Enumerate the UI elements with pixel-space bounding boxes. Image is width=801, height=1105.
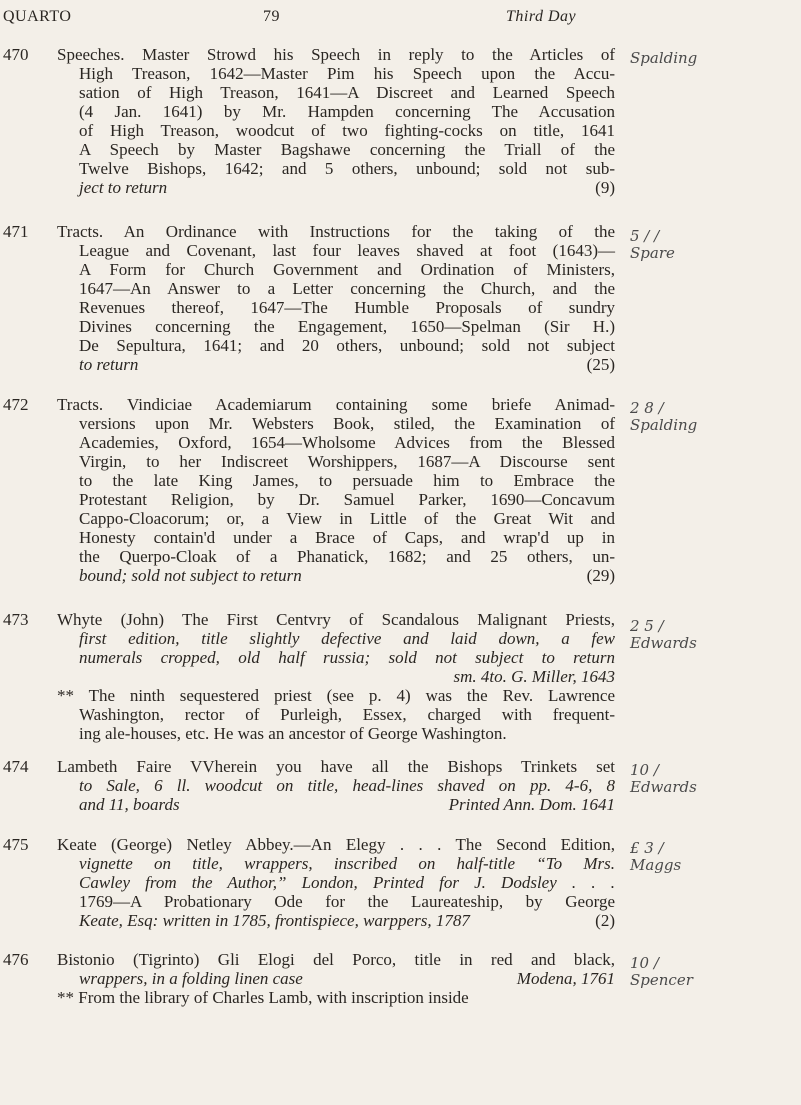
hammer-price: £ 3 / [630, 839, 664, 857]
lot-line: sation of High Treason, 1641—A Discreet and Learned Speech [79, 83, 615, 102]
lot-note-line: Washington, rector of Purleigh, Essex, charged with frequent- [79, 705, 615, 724]
lot-description [57, 950, 615, 1007]
lot-line [57, 566, 615, 585]
lot-line: versions upon Mr. Websters Book, stiled, the Examination of [79, 414, 615, 433]
lot-line: Cawley from the Author,” London, Printed for J. Dodsley . . . [79, 873, 615, 892]
buyer-name: Edwards [630, 634, 697, 652]
lot-description [57, 610, 615, 743]
lot-line: A Form for Church Government and Ordination of Ministers, [79, 260, 615, 279]
lot-price: (25) [586, 355, 615, 374]
lot-line [57, 969, 615, 988]
lot-description [57, 835, 615, 930]
lot-line: of High Treason, woodcut of two fighting-cocks on title, 1641 [79, 121, 615, 140]
hammer-price: 2 5 / [630, 617, 664, 635]
handwritten-note-470 [630, 50, 800, 67]
hammer-price: 2 8 / [630, 399, 664, 417]
hammer-price: 10 / [630, 954, 659, 972]
header-day: Third Day [506, 8, 577, 25]
lot-number: 474 [3, 757, 29, 776]
lot-number: 473 [3, 610, 29, 629]
lot-imprint: Printed Ann. Dom. 1641 [448, 795, 615, 814]
lot-line-text: and 11, boards [79, 795, 180, 814]
lot-line: Virgin, to her Indiscreet Worshippers, 1687—A Discourse sent [79, 452, 615, 471]
lot-description [57, 395, 615, 585]
lot-line: Keate (George) Netley Abbey.—An Elegy . . . The Second Edition, [57, 835, 615, 854]
lot-number: 472 [3, 395, 29, 414]
lot-line: 1769—A Probationary Ode for the Laureateship, by George [79, 892, 615, 911]
lot-price: (9) [595, 178, 615, 197]
lot-line-text: ject to return [79, 178, 168, 197]
lot-line: League and Covenant, last four leaves shaved at foot (1643)— [79, 241, 615, 260]
lot-line: vignette on title, wrappers, inscribed on half-title “To Mrs. [79, 854, 615, 873]
page-header [0, 8, 801, 32]
lot-number: 475 [3, 835, 29, 854]
lot-line: numerals cropped, old half russia; sold not subject to return [79, 648, 615, 667]
lot-note-line: ** The ninth sequestered priest (see p. 4) was the Rev. Lawrence [57, 686, 615, 705]
lot-line-text: to return [79, 355, 139, 374]
lot-line: De Sepultura, 1641; and 20 others, unbound; sold not subject [79, 336, 615, 355]
lot-line [57, 911, 615, 930]
lot-line: Protestant Religion, by Dr. Samuel Parker, 1690—Concavum [79, 490, 615, 509]
lot-number: 471 [3, 222, 29, 241]
lot-line: 1647—An Answer to a Letter concerning the Church, and the [79, 279, 615, 298]
buyer-name: Maggs [630, 856, 682, 874]
lot-line: Whyte (John) The First Centvry of Scandalous Malignant Priests, [57, 610, 615, 629]
buyer-name: Spalding [630, 416, 698, 434]
lot-line: to Sale, 6 ll. woodcut on title, head-lines shaved on pp. 4-6, 8 [79, 776, 615, 795]
lot-line: (4 Jan. 1641) by Mr. Hampden concerning The Accusation [79, 102, 615, 121]
handwritten-note-475 [630, 840, 800, 874]
handwritten-note-474 [630, 762, 800, 796]
lot-line [57, 795, 615, 814]
lot-line [57, 355, 615, 374]
lot-line-text: bound; sold not subject to return [79, 566, 302, 585]
lot-number: 470 [3, 45, 29, 64]
buyer-name: Edwards [630, 778, 697, 796]
handwritten-note-476 [630, 955, 800, 989]
lot-price: (2) [595, 911, 615, 930]
lot-note-line: ** From the library of Charles Lamb, with inscription inside [57, 988, 469, 1007]
lot-line: Divines concerning the Engagement, 1650—Spelman (Sir H.) [79, 317, 615, 336]
lot-line: first edition, title slightly defective and laid down, a few [79, 629, 615, 648]
handwritten-note-472 [630, 400, 800, 434]
lot-imprint: sm. 4to. G. Miller, 1643 [453, 667, 615, 686]
lot-line: Tracts. Vindiciae Academiarum containing some briefe Animad- [57, 395, 615, 414]
handwritten-note-473 [630, 618, 800, 652]
lot-line: High Treason, 1642—Master Pim his Speech upon the Accu- [79, 64, 615, 83]
hammer-price: 10 / [630, 761, 659, 779]
lot-line: Academies, Oxford, 1654—Wholsome Advices from the Blessed [79, 433, 615, 452]
lot-line-text: Keate, Esq: written in 1785, frontispiece, warppers, 1787 [79, 911, 470, 930]
lot-line: Honesty contain'd under a Brace of Caps, and wrap'd up in [79, 528, 615, 547]
hammer-price: 5 / / [630, 227, 660, 245]
lot-description [57, 757, 615, 814]
lot-line: A Speech by Master Bagshawe concerning the Triall of the [79, 140, 615, 159]
buyer-name: Spare [630, 244, 675, 262]
buyer-name: Spalding [630, 49, 698, 67]
lot-description [57, 222, 615, 374]
lot-imprint: Modena, 1761 [516, 969, 615, 988]
lot-description [57, 45, 615, 197]
lot-line: Speeches. Master Strowd his Speech in reply to the Articles of [57, 45, 615, 64]
lot-line: Bistonio (Tigrinto) Gli Elogi del Porco, title in red and black, [57, 950, 615, 969]
lot-note-line: ing ale-houses, etc. He was an ancestor of George Washington. [79, 724, 507, 743]
handwritten-note-471 [630, 228, 800, 262]
lot-price: (29) [586, 566, 615, 585]
lot-line: Tracts. An Ordinance with Instructions for the taking of the [57, 222, 615, 241]
lot-line-text: wrappers, in a folding linen case [79, 969, 303, 988]
lot-line [57, 178, 615, 197]
lot-line: Twelve Bishops, 1642; and 5 others, unbound; sold not sub- [79, 159, 615, 178]
lot-number: 476 [3, 950, 29, 969]
lot-line: to the late King James, to persuade him to Embrace the [79, 471, 615, 490]
buyer-name: Spencer [630, 971, 693, 989]
lot-line: Revenues thereof, 1647—The Humble Proposals of sundry [79, 298, 615, 317]
lot-line: the Querpo-Cloak of a Phanatick, 1682; and 25 others, un- [79, 547, 615, 566]
page-number: 79 [263, 8, 280, 25]
header-format: QUARTO [3, 8, 72, 25]
lot-line: Lambeth Faire VVherein you have all the Bishops Trinkets set [57, 757, 615, 776]
lot-line: Cappo-Cloacorum; or, a View in Little of the Great Wit and [79, 509, 615, 528]
